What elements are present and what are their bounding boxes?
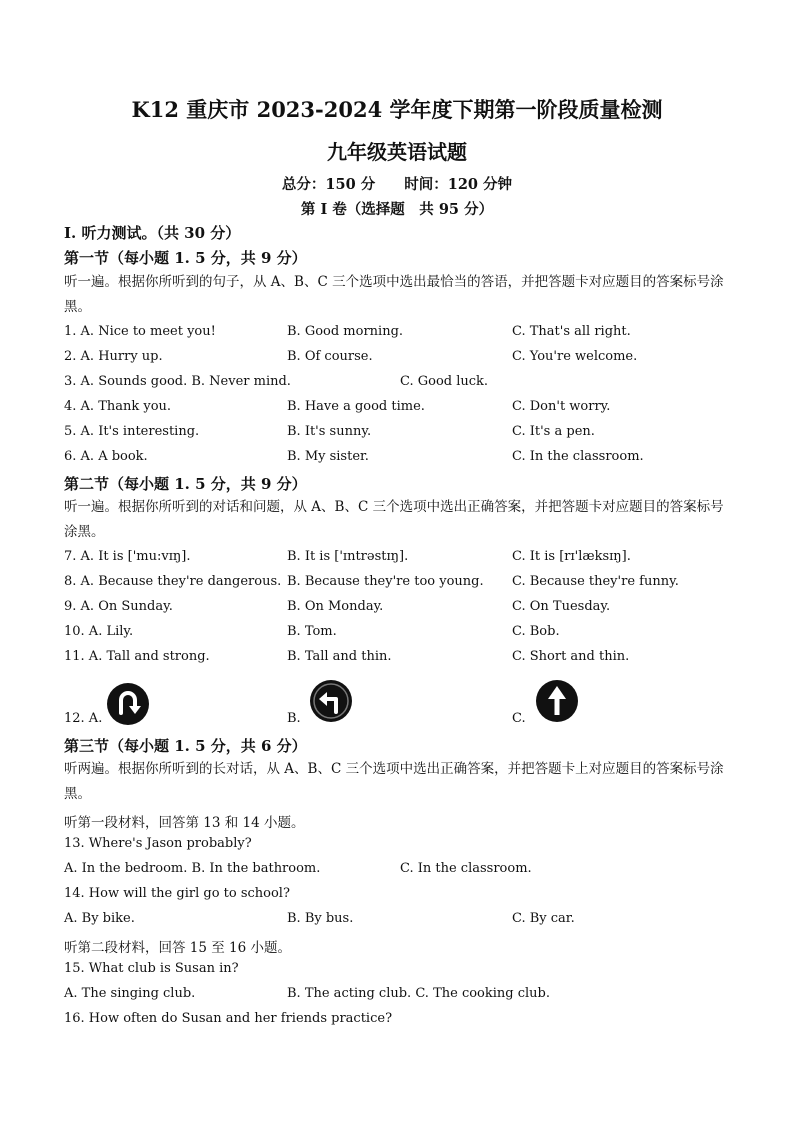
question-15: 15. What club is Susan in? xyxy=(64,961,239,976)
left-turn-sign-icon xyxy=(309,679,353,723)
option-b: B. It is ['ɪntrəstɪŋ]. xyxy=(287,549,409,564)
question-row xyxy=(64,861,744,883)
option-c: C. That's all right. xyxy=(512,324,631,339)
option-a: 9. A. On Sunday. xyxy=(64,599,173,614)
question-row xyxy=(64,624,744,646)
volume-heading: 第 I 卷（选择题 共 95 分） xyxy=(300,201,494,218)
option-b: B. It's sunny. xyxy=(287,424,372,439)
option-c: C. In the classroom. xyxy=(512,449,644,464)
question-row xyxy=(64,399,744,421)
option-b: B. Have a good time. xyxy=(287,399,425,414)
option-a: A. By bike. xyxy=(64,911,135,926)
option-a: A. The singing club. xyxy=(64,986,196,1001)
question-row xyxy=(64,549,744,571)
question-row xyxy=(64,649,744,671)
option-c: C. It is [rɪ'læksɪŋ]. xyxy=(512,549,631,564)
option-b: B. My sister. xyxy=(287,449,369,464)
option-c: C. You're welcome. xyxy=(512,349,638,364)
section2-instructions: 听一遍。根据你所听到的对话和问题，从 A、B、C 三个选项中选出正确答案，并把答题卡对应题目的答案标号涂黑。 xyxy=(64,499,724,540)
option-b: B. On Monday. xyxy=(287,599,384,614)
exam-meta: 总分：150 分 时间：120 分钟 xyxy=(281,176,513,193)
option-b: B. Good morning. xyxy=(287,324,404,339)
option-c: C. Bob. xyxy=(512,624,560,639)
part1-heading: I. 听力测试。（共 30 分） xyxy=(64,224,241,242)
question-row xyxy=(64,911,744,933)
question-row xyxy=(64,324,744,346)
option-c: C. On Tuesday. xyxy=(512,599,611,614)
u-turn-sign-icon xyxy=(106,682,150,726)
option-b: B. Of course. xyxy=(287,349,373,364)
question-14: 14. How will the girl go to school? xyxy=(64,886,290,901)
question-row xyxy=(64,599,744,621)
option-b: B. Tom. xyxy=(287,624,337,639)
option-c: C. Because they're funny. xyxy=(512,574,679,589)
option-a: 7. A. It is ['mu:vɪŋ]. xyxy=(64,549,191,564)
option-c: C. Short and thin. xyxy=(512,649,630,664)
exam-title: K12 重庆市 2023-2024 学年度下期第一阶段质量检测 xyxy=(131,97,663,122)
option-a: 8. A. Because they're dangerous. xyxy=(64,574,282,589)
option-a-b: 3. A. Sounds good. B. Never mind. xyxy=(64,374,291,389)
option-b: B. By bus. xyxy=(287,911,354,926)
section2-heading: 第二节（每小题 1. 5 分，共 9 分） xyxy=(64,475,307,493)
question-16: 16. How often do Susan and her friends practice? xyxy=(64,1011,393,1026)
option-a: 10. A. Lily. xyxy=(64,624,134,639)
question-row xyxy=(64,424,744,446)
q12-option-a-label: 12. A. xyxy=(64,711,103,726)
question-13: 13. Where's Jason probably? xyxy=(64,836,252,851)
exam-subtitle: 九年级英语试题 xyxy=(327,140,467,164)
option-b: B. Because they're too young. xyxy=(287,574,484,589)
option-b: B. Tall and thin. xyxy=(287,649,392,664)
option-c: C. In the classroom. xyxy=(400,861,532,876)
option-a: 6. A. A book. xyxy=(64,449,148,464)
question-row xyxy=(64,574,744,596)
material-1-note: 听第一段材料，回答第 13 和 14 小题。 xyxy=(64,815,305,831)
option-a-b: A. In the bedroom. B. In the bathroom. xyxy=(64,861,321,876)
material-2-note: 听第二段材料，回答 15 至 16 小题。 xyxy=(64,940,292,956)
option-a: 5. A. It's interesting. xyxy=(64,424,200,439)
option-a: 11. A. Tall and strong. xyxy=(64,649,210,664)
option-a: 4. A. Thank you. xyxy=(64,399,172,414)
question-row xyxy=(64,374,744,396)
question-row xyxy=(64,449,744,471)
question-row xyxy=(64,349,744,371)
section3-instructions: 听两遍。根据你所听到的长对话，从 A、B、C 三个选项中选出正确答案，并把答题卡上对应题目的答案标号涂黑。 xyxy=(64,761,724,802)
option-b-c: B. The acting club. C. The cooking club. xyxy=(287,986,551,1001)
section1-heading: 第一节（每小题 1. 5 分，共 9 分） xyxy=(64,249,307,267)
option-a: 1. A. Nice to meet you! xyxy=(64,324,216,339)
q12-option-c-label: C. xyxy=(512,711,526,726)
straight-ahead-sign-icon xyxy=(535,679,579,723)
question-row xyxy=(64,986,744,1008)
option-c: C. By car. xyxy=(512,911,575,926)
option-a: 2. A. Hurry up. xyxy=(64,349,163,364)
option-c: C. Don't worry. xyxy=(512,399,611,414)
q12-option-b-label: B. xyxy=(287,711,301,726)
section1-instructions: 听一遍。根据你所听到的句子，从 A、B、C 三个选项中选出最恰当的答语，并把答题卡对应题目的答案标号涂黑。 xyxy=(64,274,724,315)
section3-heading: 第三节（每小题 1. 5 分，共 6 分） xyxy=(64,737,307,755)
option-c: C. It's a pen. xyxy=(512,424,595,439)
option-c: C. Good luck. xyxy=(400,374,489,389)
